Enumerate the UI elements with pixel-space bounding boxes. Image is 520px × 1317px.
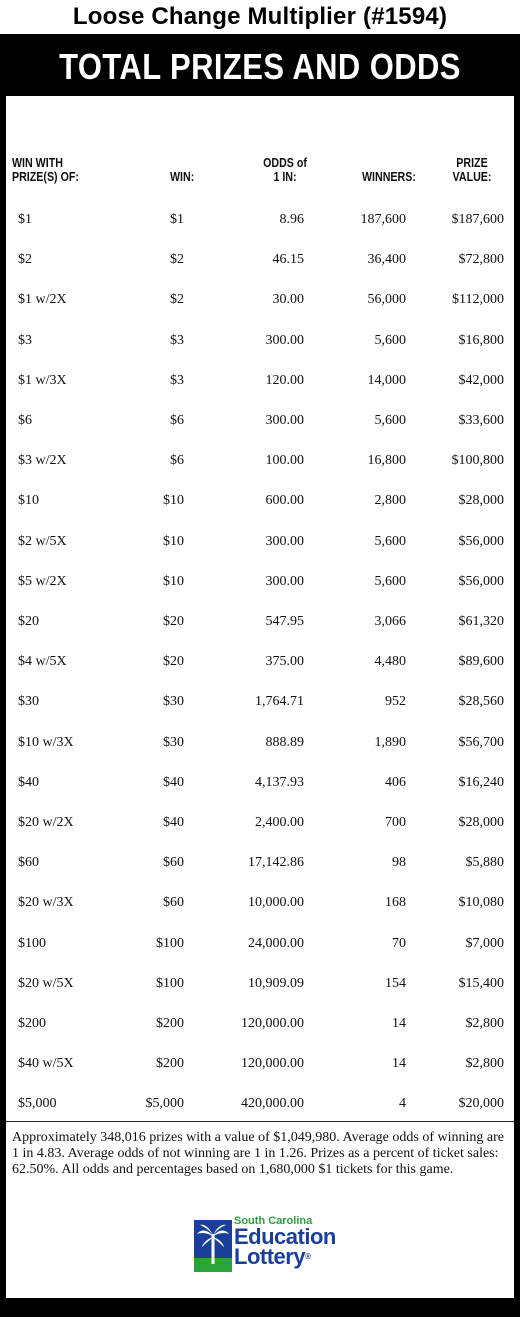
game-title: Loose Change Multiplier (#1594) xyxy=(72,3,448,30)
logo-line-education: Education xyxy=(234,1224,336,1249)
cell-winners: 98 xyxy=(392,855,406,871)
table-row xyxy=(6,934,514,974)
table-row xyxy=(6,210,514,250)
cell-odds: 17,142.86 xyxy=(248,855,304,871)
cell-prize: $20 xyxy=(18,614,39,629)
cell-value: $2,800 xyxy=(465,1016,504,1031)
table-divider xyxy=(6,1121,514,1122)
table-row xyxy=(6,853,514,893)
cell-value: $16,240 xyxy=(458,774,504,790)
cell-value: $89,600 xyxy=(458,654,504,670)
cell-odds: 300.00 xyxy=(265,332,304,348)
table-row xyxy=(6,813,514,853)
logo-trademark: ® xyxy=(305,1252,311,1261)
cell-win: $6 xyxy=(170,453,184,469)
cell-prize: $1 w/2X xyxy=(18,292,67,308)
cell-prize: $3 w/2X xyxy=(18,453,67,469)
table-row xyxy=(6,532,514,572)
header-odds xyxy=(256,156,313,184)
cell-value: $15,400 xyxy=(458,975,504,991)
cell-value: $61,320 xyxy=(458,614,504,629)
cell-win: $5,000 xyxy=(145,1096,184,1112)
logo-line-lottery xyxy=(234,1246,310,1268)
cell-prize: $30 xyxy=(18,694,39,710)
cell-odds: 547.95 xyxy=(265,614,304,629)
cell-odds: 375.00 xyxy=(265,654,304,670)
cell-odds: 30.00 xyxy=(272,292,304,308)
header-winners xyxy=(362,170,416,184)
cell-winners: 70 xyxy=(392,935,406,951)
table-row xyxy=(6,371,514,411)
cell-winners: 4 xyxy=(399,1096,406,1112)
cell-win: $6 xyxy=(170,413,184,428)
cell-prize: $20 w/3X xyxy=(18,895,74,911)
cell-win: $60 xyxy=(163,895,184,911)
cell-win: $3 xyxy=(170,372,184,388)
cell-winners: 14 xyxy=(392,1016,406,1031)
cell-value: $7,000 xyxy=(465,935,504,951)
cell-odds: 600.00 xyxy=(265,493,304,509)
header-value-line2: VALUE: xyxy=(452,169,492,184)
cell-prize: $60 xyxy=(18,855,39,871)
cell-odds: 300.00 xyxy=(265,573,304,589)
cell-winners: 406 xyxy=(385,774,406,790)
cell-value: $28,560 xyxy=(458,694,504,710)
cell-odds: 4,137.93 xyxy=(255,774,304,790)
cell-win: $200 xyxy=(156,1016,184,1031)
table-row xyxy=(6,290,514,330)
cell-value: $28,000 xyxy=(458,493,504,509)
table-row xyxy=(6,773,514,813)
cell-winners: 14 xyxy=(392,1056,406,1072)
table-row xyxy=(6,572,514,612)
cell-winners: 4,480 xyxy=(374,654,406,670)
cell-winners: 14,000 xyxy=(367,372,406,388)
table-row xyxy=(6,1054,514,1094)
cell-winners: 5,600 xyxy=(374,573,406,589)
cell-prize: $2 xyxy=(18,252,32,268)
cell-value: $187,600 xyxy=(451,212,504,227)
cell-odds: 420,000.00 xyxy=(241,1096,304,1112)
cell-win: $30 xyxy=(163,694,184,710)
cell-winners: 5,600 xyxy=(374,332,406,348)
cell-winners: 3,066 xyxy=(374,614,406,629)
cell-prize: $6 xyxy=(18,413,32,428)
cell-value: $56,700 xyxy=(458,734,504,750)
cell-value: $56,000 xyxy=(458,533,504,549)
cell-value: $33,600 xyxy=(458,413,504,428)
prize-table xyxy=(6,96,514,1121)
cell-win: $10 xyxy=(163,533,184,549)
cell-win: $1 xyxy=(170,212,184,227)
cell-prize: $1 xyxy=(18,212,32,227)
cell-odds: 2,400.00 xyxy=(255,815,304,830)
cell-prize: $20 w/5X xyxy=(18,975,74,991)
table-row xyxy=(6,331,514,371)
table-row xyxy=(6,411,514,451)
cell-win: $2 xyxy=(170,292,184,308)
cell-odds: 300.00 xyxy=(265,413,304,428)
table-row xyxy=(6,491,514,531)
cell-winners: 16,800 xyxy=(367,453,406,469)
header-win-label: WIN: xyxy=(170,169,195,184)
cell-odds: 24,000.00 xyxy=(248,935,304,951)
cell-win: $10 xyxy=(163,573,184,589)
prize-table-panel xyxy=(6,96,514,1298)
header-odds-line1: ODDS of xyxy=(263,155,307,170)
cell-value: $10,080 xyxy=(458,895,504,911)
cell-value: $16,800 xyxy=(458,332,504,348)
cell-odds: 46.15 xyxy=(272,252,304,268)
cell-winners: 1,890 xyxy=(374,734,406,750)
header-value xyxy=(447,156,496,184)
cell-prize: $1 w/3X xyxy=(18,372,67,388)
table-row xyxy=(6,692,514,732)
cell-win: $200 xyxy=(156,1056,184,1072)
cell-value: $28,000 xyxy=(458,815,504,830)
cell-winners: 5,600 xyxy=(374,413,406,428)
cell-winners: 5,600 xyxy=(374,533,406,549)
table-row xyxy=(6,1094,514,1134)
cell-prize: $200 xyxy=(18,1016,46,1031)
cell-win: $3 xyxy=(170,332,184,348)
cell-value: $2,800 xyxy=(465,1056,504,1072)
table-row xyxy=(6,893,514,933)
banner-title: TOTAL PRIZES AND ODDS xyxy=(59,46,461,87)
cell-winners: 700 xyxy=(385,815,406,830)
cell-odds: 888.89 xyxy=(265,734,304,750)
cell-prize: $2 w/5X xyxy=(18,533,67,549)
cell-prize: $40 xyxy=(18,774,39,790)
prize-table-frame xyxy=(0,34,520,1317)
table-row xyxy=(6,612,514,652)
cell-win: $10 xyxy=(163,493,184,509)
cell-win: $100 xyxy=(156,935,184,951)
header-prize-line2: PRIZE(S) OF: xyxy=(12,169,79,184)
cell-winners: 56,000 xyxy=(367,292,406,308)
cell-win: $30 xyxy=(163,734,184,750)
palmetto-tree-icon xyxy=(194,1220,232,1272)
table-row xyxy=(6,250,514,290)
cell-odds: 10,909.09 xyxy=(248,975,304,991)
cell-odds: 120,000.00 xyxy=(241,1056,304,1072)
cell-prize: $3 xyxy=(18,332,32,348)
cell-value: $5,880 xyxy=(465,855,504,871)
cell-prize: $20 w/2X xyxy=(18,815,74,830)
header-prize xyxy=(12,156,79,184)
cell-prize: $5 w/2X xyxy=(18,573,67,589)
cell-value: $42,000 xyxy=(458,372,504,388)
table-row xyxy=(6,974,514,1014)
cell-odds: 300.00 xyxy=(265,533,304,549)
cell-value: $72,800 xyxy=(458,252,504,268)
cell-win: $60 xyxy=(163,855,184,871)
cell-winners: 952 xyxy=(385,694,406,710)
cell-win: $100 xyxy=(156,975,184,991)
cell-odds: 10,000.00 xyxy=(248,895,304,911)
cell-prize: $10 w/3X xyxy=(18,734,74,750)
cell-winners: 154 xyxy=(385,975,406,991)
cell-winners: 2,800 xyxy=(374,493,406,509)
cell-odds: 1,764.71 xyxy=(255,694,304,710)
cell-odds: 8.96 xyxy=(279,212,304,227)
table-row xyxy=(6,652,514,692)
header-odds-line2: 1 IN: xyxy=(273,169,297,184)
header-prize-line1: WIN WITH xyxy=(12,155,63,170)
cell-winners: 187,600 xyxy=(360,212,406,227)
cell-winners: 168 xyxy=(385,895,406,911)
cell-prize: $100 xyxy=(18,935,46,951)
cell-winners: 36,400 xyxy=(367,252,406,268)
logo-lottery-word: Lottery xyxy=(234,1244,306,1269)
cell-prize: $10 xyxy=(18,493,39,509)
header-value-line1: PRIZE xyxy=(456,155,488,170)
table-row xyxy=(6,451,514,491)
cell-odds: 120.00 xyxy=(265,372,304,388)
cell-win: $2 xyxy=(170,252,184,268)
cell-prize: $40 w/5X xyxy=(18,1056,74,1072)
table-row xyxy=(6,1014,514,1054)
cell-value: $56,000 xyxy=(458,573,504,589)
cell-value: $112,000 xyxy=(452,292,504,308)
cell-win: $20 xyxy=(163,654,184,670)
cell-prize: $5,000 xyxy=(18,1096,57,1112)
odds-footnote: Approximately 348,016 prizes with a value of $1,049,980. Average odds of winning are 1 in 4.83. Average odds of not winning are 1 in 1.26. Prizes as a percent of ticket sales: 62.50%. All odds and percentages based on 1,680,000 $1 tickets for this game. xyxy=(12,1130,504,1177)
header-win xyxy=(170,170,194,184)
cell-odds: 120,000.00 xyxy=(241,1016,304,1031)
sc-education-lottery-logo xyxy=(194,1214,344,1278)
cell-prize: $4 w/5X xyxy=(18,654,67,670)
cell-value: $20,000 xyxy=(458,1096,504,1112)
cell-odds: 100.00 xyxy=(265,453,304,469)
header-winners-label: WINNERS: xyxy=(362,169,416,184)
cell-win: $40 xyxy=(163,815,184,830)
logo-line-state: South Carolina xyxy=(234,1215,313,1227)
cell-win: $40 xyxy=(163,774,184,790)
cell-value: $100,800 xyxy=(451,453,504,469)
cell-win: $20 xyxy=(163,614,184,629)
table-row xyxy=(6,733,514,773)
